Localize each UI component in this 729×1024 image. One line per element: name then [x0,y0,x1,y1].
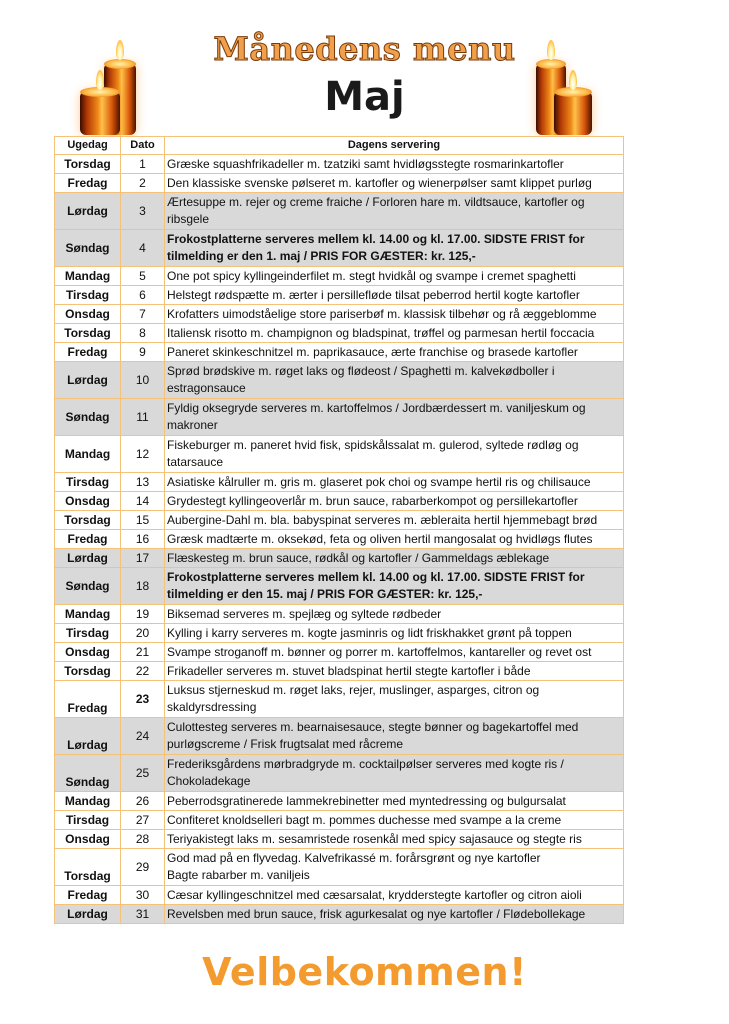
weekday-cell: Onsdag [55,830,121,849]
date-cell: 19 [121,605,165,624]
meal-cell: God mad på en flyvedag. Kalvefrikassé m. forårsgrønt og nye kartofler Bagte rabarber m. vaniljeis [165,849,624,886]
date-cell: 27 [121,811,165,830]
date-cell: 5 [121,267,165,286]
weekday-cell: Fredag [55,530,121,549]
table-row [55,643,624,662]
meal-cell: Kylling i karry serveres m. kogte jasminris og lidt friskhakket grønt på toppen [165,624,624,643]
table-row [55,399,624,436]
weekday-cell: Fredag [55,886,121,905]
table-row [55,849,624,886]
table-row [55,605,624,624]
weekday-cell: Mandag [55,792,121,811]
weekday-cell: Tirsdag [55,286,121,305]
weekday-cell: Lørdag [55,905,121,924]
table-row [55,305,624,324]
meal-cell: Cæsar kyllingeschnitzel med cæsarsalat, krydderstegte kartofler og citron aioli [165,886,624,905]
column-header-date: Dato [121,137,165,155]
weekday-cell: Søndag [55,755,121,792]
table-row [55,811,624,830]
meal-cell: Aubergine-Dahl m. bla. babyspinat serveres m. æbleraita hertil hjemmebagt brød [165,511,624,530]
meal-cell: Den klassiske svenske pølseret m. kartofler og wienerpølser samt klippet purløg [165,174,624,193]
date-cell: 20 [121,624,165,643]
weekday-cell: Mandag [55,436,121,473]
date-cell: 9 [121,343,165,362]
table-row [55,624,624,643]
table-row [55,362,624,399]
table-row [55,230,624,267]
weekday-cell: Onsdag [55,305,121,324]
weekday-cell: Onsdag [55,643,121,662]
table-row [55,830,624,849]
date-cell: 1 [121,155,165,174]
table-row [55,155,624,174]
meal-cell: Krofatters uimodståelige store pariserbøf m. klassisk tilbehør og rå æggeblomme [165,305,624,324]
table-row [55,473,624,492]
month-heading: Maj [324,74,405,120]
date-cell: 8 [121,324,165,343]
weekday-cell: Lørdag [55,549,121,568]
menu-table [54,136,624,924]
date-cell: 14 [121,492,165,511]
date-cell: 17 [121,549,165,568]
date-cell: 25 [121,755,165,792]
date-cell: 15 [121,511,165,530]
date-cell: 3 [121,193,165,230]
table-row [55,662,624,681]
meal-cell: Luksus stjerneskud m. røget laks, rejer, muslinger, asparges, citron og skaldyrsdressing [165,681,624,718]
meal-cell: Biksemad serveres m. spejlæg og syltede rødbeder [165,605,624,624]
date-cell: 29 [121,849,165,886]
meal-cell: Fiskeburger m. paneret hvid fisk, spidskålssalat m. gulerod, syltede rødløg og tatarsauce [165,436,624,473]
weekday-cell: Fredag [55,174,121,193]
weekday-cell: Søndag [55,568,121,605]
meal-cell: Confiteret knoldselleri bagt m. pommes duchesse med svampe a la creme [165,811,624,830]
date-cell: 26 [121,792,165,811]
weekday-cell: Lørdag [55,193,121,230]
table-row [55,905,624,924]
date-cell: 31 [121,905,165,924]
date-cell: 30 [121,886,165,905]
meal-cell: Peberrodsgratinerede lammekrebinetter med myntedressing og bulgursalat [165,792,624,811]
weekday-cell: Søndag [55,230,121,267]
table-row [55,549,624,568]
table-row [55,324,624,343]
weekday-cell: Tirsdag [55,624,121,643]
date-cell: 2 [121,174,165,193]
table-row [55,792,624,811]
table-row [55,511,624,530]
meal-cell: Teriyakistegt laks m. sesamristede rosenkål med spicy sajasauce og stegte ris [165,830,624,849]
page-title: Månedens menu [213,30,516,68]
meal-cell: Svampe stroganoff m. bønner og porrer m. kartoffelmos, kantareller og revet ost [165,643,624,662]
date-cell: 21 [121,643,165,662]
weekday-cell: Mandag [55,267,121,286]
meal-cell: Ærtesuppe m. rejer og creme fraiche / Forloren hare m. vildtsauce, kartofler og ribsgele [165,193,624,230]
date-cell: 4 [121,230,165,267]
meal-cell: Culottesteg serveres m. bearnaisesauce, stegte bønner og bagekartoffel med purløgscreme / Frisk frugtsalat med råcreme [165,718,624,755]
table-row [55,492,624,511]
weekday-cell: Torsdag [55,324,121,343]
date-cell: 22 [121,662,165,681]
date-cell: 7 [121,305,165,324]
table-header-row [55,137,624,155]
weekday-cell: Fredag [55,681,121,718]
meal-cell: Helstegt rødspætte m. ærter i persillefløde tilsat peberrod hertil kogte kartofler [165,286,624,305]
date-cell: 11 [121,399,165,436]
date-cell: 23 [121,681,165,718]
meal-cell: Frokostplatterne serveres mellem kl. 14.00 og kl. 17.00. SIDSTE FRIST for tilmelding er den 15. maj / PRIS FOR GÆSTER: kr. 125,- [165,568,624,605]
table-row [55,530,624,549]
footer-greeting: Velbekommen! [202,950,527,994]
weekday-cell: Lørdag [55,362,121,399]
weekday-cell: Torsdag [55,155,121,174]
table-row [55,681,624,718]
column-header-day: Ugedag [55,137,121,155]
weekday-cell: Torsdag [55,662,121,681]
table-row [55,286,624,305]
date-cell: 24 [121,718,165,755]
table-row [55,568,624,605]
weekday-cell: Onsdag [55,492,121,511]
table-row [55,886,624,905]
weekday-cell: Lørdag [55,718,121,755]
meal-cell: Flæskesteg m. brun sauce, rødkål og kartofler / Gammeldags æblekage [165,549,624,568]
weekday-cell: Fredag [55,343,121,362]
table-row [55,193,624,230]
meal-cell: Frederiksgårdens mørbradgryde m. cocktailpølser serveres med kogte ris / Chokoladekage [165,755,624,792]
meal-cell: Italiensk risotto m. champignon og bladspinat, trøffel og parmesan hertil foccacia [165,324,624,343]
date-cell: 13 [121,473,165,492]
date-cell: 16 [121,530,165,549]
weekday-cell: Tirsdag [55,811,121,830]
table-row [55,343,624,362]
table-row [55,755,624,792]
date-cell: 10 [121,362,165,399]
meal-cell: Paneret skinkeschnitzel m. paprikasauce, ærte franchise og brasede kartofler [165,343,624,362]
date-cell: 12 [121,436,165,473]
weekday-cell: Søndag [55,399,121,436]
column-header-meal: Dagens servering [165,137,624,155]
table-row [55,436,624,473]
date-cell: 18 [121,568,165,605]
meal-cell: Asiatiske kålruller m. gris m. glaseret pok choi og svampe hertil ris og chilisauce [165,473,624,492]
weekday-cell: Tirsdag [55,473,121,492]
meal-cell: Græsk madtærte m. oksekød, feta og oliven hertil mangosalat og hvidløgs flutes [165,530,624,549]
table-row [55,267,624,286]
weekday-cell: Torsdag [55,849,121,886]
meal-cell: Sprød brødskive m. røget laks og flødeost / Spaghetti m. kalvekødboller i estragonsauce [165,362,624,399]
table-row [55,718,624,755]
weekday-cell: Mandag [55,605,121,624]
date-cell: 28 [121,830,165,849]
weekday-cell: Torsdag [55,511,121,530]
date-cell: 6 [121,286,165,305]
meal-cell: Frikadeller serveres m. stuvet bladspinat hertil stegte kartofler i både [165,662,624,681]
table-row [55,174,624,193]
meal-cell: One pot spicy kyllingeinderfilet m. stegt hvidkål og svampe i cremet spaghetti [165,267,624,286]
meal-cell: Revelsben med brun sauce, frisk agurkesalat og nye kartofler / Flødebollekage [165,905,624,924]
meal-cell: Fyldig oksegryde serveres m. kartoffelmos / Jordbærdessert m. vaniljeskum og makroner [165,399,624,436]
meal-cell: Frokostplatterne serveres mellem kl. 14.00 og kl. 17.00. SIDSTE FRIST for tilmelding er den 1. maj / PRIS FOR GÆSTER: kr. 125,- [165,230,624,267]
meal-cell: Græske squashfrikadeller m. tzatziki samt hvidløgsstegte rosmarinkartofler [165,155,624,174]
meal-cell: Grydestegt kyllingeoverlår m. brun sauce, rabarberkompot og persillekartofler [165,492,624,511]
